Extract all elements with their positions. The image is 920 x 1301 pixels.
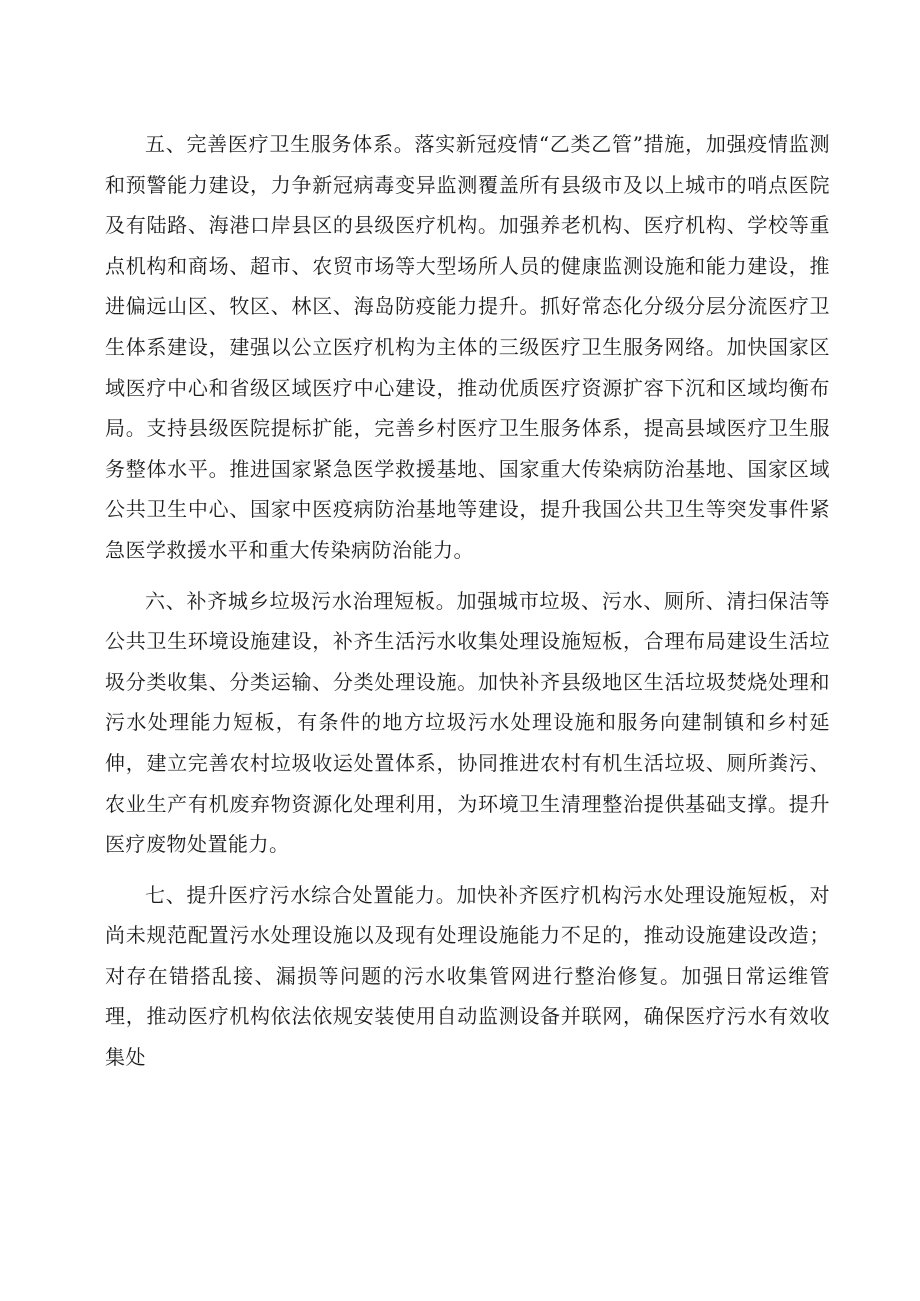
document-body: [105, 124, 830, 1078]
paragraph-five: 五、完善医疗卫生服务体系。落实新冠疫情“乙类乙管”措施，加强疫情监测和预警能力建设，力争新冠病毒变异监测覆盖所有县级市及以上城市的哨点医院及有陆路、海港口岸县区的县级医疗机构。加强养老机构、医疗机构、学校等重点机构和商场、超市、农贸市场等大型场所人员的健康监测设施和能力建设，推进偏远山区、牧区、林区、海岛防疫能力提升。抓好常态化分级分层分流医疗卫生体系建设，建强以公立医疗机构为主体的三级医疗卫生服务网络。加快国家区域医疗中心和省级区域医疗中心建设，推动优质医疗资源扩容下沉和区域均衡布局。支持县级医院提标扩能，完善乡村医疗卫生服务体系，提高县域医疗卫生服务整体水平。推进国家紧急医学救援基地、国家重大传染病防治基地、国家区域公共卫生中心、国家中医疫病防治基地等建设，提升我国公共卫生等突发事件紧急医学救援水平和重大传染病防治能力。: [105, 132, 830, 562]
paragraph-six: 六、补齐城乡垃圾污水治理短板。加强城市垃圾、污水、厕所、清扫保洁等公共卫生环境设施建设，补齐生活污水收集处理设施短板，合理布局建设生活垃圾分类收集、分类运输、分类处理设施。加快补齐县级地区生活垃圾焚烧处理和污水处理能力短板，有条件的地方垃圾污水处理设施和服务向建制镇和乡村延伸，建立完善农村垃圾收运处置体系，协同推进农村有机生活垃圾、厕所粪污、农业生产有机废弃物资源化处理利用，为环境卫生清理整治提供基础支撑。提升医疗废物处置能力。: [105, 588, 830, 857]
paragraph-seven: 七、提升医疗污水综合处置能力。加快补齐医疗机构污水处理设施短板，对尚未规范配置污水处理设施以及现有处理设施能力不足的，推动设施建设改造；对存在错搭乱接、漏损等问题的污水收集管网进行整治修复。加强日常运维管理，推动医疗机构依法依规安装使用自动监测设备并联网，确保医疗污水有效收集处: [105, 882, 830, 1070]
